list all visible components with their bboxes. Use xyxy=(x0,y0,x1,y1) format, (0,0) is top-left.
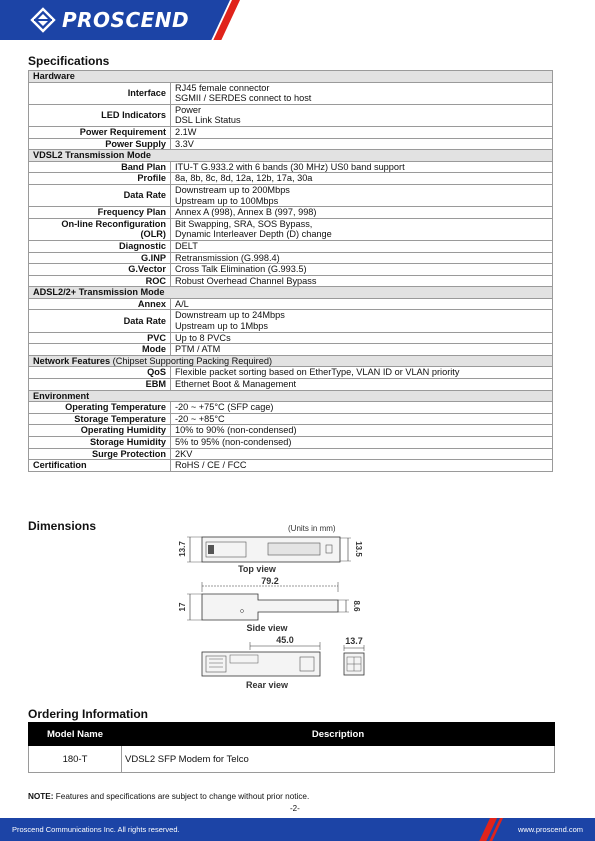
spec-value-line: Upstream up to 1Mbps xyxy=(175,321,268,332)
spec-value: 5% to 95% (non-condensed) xyxy=(171,437,553,449)
section-network xyxy=(29,355,553,367)
spec-label: PVC xyxy=(29,332,171,344)
spec-value xyxy=(171,310,553,332)
footnote-text: Features and specifications are subject to change without prior notice. xyxy=(53,792,310,801)
spec-value: Annex A (998), Annex B (997, 998) xyxy=(171,207,553,219)
spec-value-line: RJ45 female connector xyxy=(175,82,270,93)
ordering-heading: Ordering Information xyxy=(28,707,148,721)
spec-value: -20 ~ +85°C xyxy=(171,413,553,425)
top-view-caption: Top view xyxy=(238,564,276,574)
spec-label: Operating Humidity xyxy=(29,425,171,437)
specifications-table xyxy=(28,70,553,472)
spec-value: RoHS / CE / FCC xyxy=(171,460,553,472)
model-cell: 180-T xyxy=(29,746,122,773)
column-header-description: Description xyxy=(122,723,555,746)
top-height-right: 13.5 xyxy=(354,541,363,557)
spec-label: ROC xyxy=(29,275,171,287)
spec-value xyxy=(171,184,553,206)
spec-label: Surge Protection xyxy=(29,448,171,460)
spec-label: Storage Temperature xyxy=(29,413,171,425)
spec-label: Interface xyxy=(29,82,171,104)
section-network-subtitle: (Chipset Supporting Packing Required) xyxy=(110,355,272,366)
spec-label: QoS xyxy=(29,367,171,379)
spec-label: Mode xyxy=(29,344,171,356)
spec-value-line: Downstream up to 200Mbps xyxy=(175,184,290,195)
spec-value xyxy=(171,218,553,240)
dimensions-drawing xyxy=(160,520,380,695)
spec-value: 8a, 8b, 8c, 8d, 12a, 12b, 17a, 30a xyxy=(171,173,553,185)
spec-value: PTM / ATM xyxy=(171,344,553,356)
spec-value: 10% to 90% (non-condensed) xyxy=(171,425,553,437)
footer-copyright: Proscend Communications Inc. All rights reserved. xyxy=(12,825,180,834)
spec-value: -20 ~ +75°C (SFP cage) xyxy=(171,402,553,414)
column-header-model: Model Name xyxy=(29,723,122,746)
spec-value: Ethernet Boot & Management xyxy=(171,379,553,391)
spec-value xyxy=(171,104,553,126)
spec-value: ITU-T G.933.2 with 6 bands (30 MHz) US0 band support xyxy=(171,161,553,173)
brand-logo xyxy=(30,6,189,34)
spec-label: Band Plan xyxy=(29,161,171,173)
footnote-label: NOTE: xyxy=(28,792,54,801)
spec-label: G.Vector xyxy=(29,264,171,276)
spec-label: Diagnostic xyxy=(29,240,171,252)
spec-label: Operating Temperature xyxy=(29,402,171,414)
spec-label: Annex xyxy=(29,298,171,310)
table-row xyxy=(29,746,555,773)
specifications-heading: Specifications xyxy=(28,54,110,68)
spec-label: Power Supply xyxy=(29,138,171,150)
spec-value: A/L xyxy=(171,298,553,310)
spec-label-certification: Certification xyxy=(29,460,171,472)
spec-value: Retransmission (G.998.4) xyxy=(171,252,553,264)
spec-label xyxy=(29,218,171,240)
footnote xyxy=(28,792,309,801)
spec-value: Cross Talk Elimination (G.993.5) xyxy=(171,264,553,276)
rear-width-label: 13.7 xyxy=(345,636,363,646)
section-adsl: ADSL2/2+ Transmission Mode xyxy=(29,287,553,299)
spec-label-line: On-line Reconfiguration xyxy=(61,218,166,229)
footer-website-link[interactable]: www.proscend.com xyxy=(517,825,583,834)
top-height-left: 13.7 xyxy=(178,541,187,557)
spec-value: 3.3V xyxy=(171,138,553,150)
spec-value: Robust Overhead Channel Bypass xyxy=(171,275,553,287)
spec-label: Power Requirement xyxy=(29,126,171,138)
section-network-title: Network Features xyxy=(33,355,111,366)
page-footer xyxy=(0,818,595,841)
spec-label: Storage Humidity xyxy=(29,437,171,449)
brand-logo-icon xyxy=(30,7,56,33)
spec-value-line: SGMII / SERDES connect to host xyxy=(175,93,312,104)
spec-value-line: Power xyxy=(175,104,202,115)
dimensions-heading: Dimensions xyxy=(28,519,97,533)
side-view-drawing xyxy=(187,594,349,620)
spec-label: Data Rate xyxy=(29,184,171,206)
section-hardware: Hardware xyxy=(29,71,553,83)
spec-value-line: Downstream up to 24Mbps xyxy=(175,310,285,321)
top-view-drawing xyxy=(187,537,351,562)
spec-value xyxy=(171,82,553,104)
spec-value-line: Bit Swapping, SRA, SOS Bypass, xyxy=(175,218,313,229)
rear-view-drawing xyxy=(202,645,364,676)
rear-length-label: 45.0 xyxy=(276,635,294,645)
spec-value: 2.1W xyxy=(171,126,553,138)
section-vdsl2: VDSL2 Transmission Mode xyxy=(29,150,553,162)
units-label: (Units in mm) xyxy=(288,524,336,533)
spec-value: 2KV xyxy=(171,448,553,460)
page-number: -2- xyxy=(290,804,300,813)
spec-label: Profile xyxy=(29,173,171,185)
section-environment: Environment xyxy=(29,390,553,402)
spec-value: DELT xyxy=(171,240,553,252)
spec-label: LED Indicators xyxy=(29,104,171,126)
brand-logo-text: PROSCEND xyxy=(62,8,190,32)
spec-label: Data Rate xyxy=(29,310,171,332)
spec-label: Frequency Plan xyxy=(29,207,171,219)
spec-label: G.INP xyxy=(29,252,171,264)
spec-label: EBM xyxy=(29,379,171,391)
spec-value-line: Dynamic Interleaver Depth (D) change xyxy=(175,229,332,240)
spec-value-line: Upstream up to 100Mbps xyxy=(175,195,279,206)
page-header xyxy=(0,0,595,40)
spec-value: Up to 8 PVCs xyxy=(171,332,553,344)
rear-view-caption: Rear view xyxy=(245,680,289,690)
spec-value-line: DSL Link Status xyxy=(175,115,241,126)
description-cell: VDSL2 SFP Modem for Telco xyxy=(122,746,555,773)
spec-label-line: (OLR) xyxy=(140,229,166,240)
side-view-caption: Side view xyxy=(246,623,288,633)
side-height-left: 17 xyxy=(178,602,187,612)
spec-value: Flexible packet sorting based on EtherType, VLAN ID or VLAN priority xyxy=(171,367,553,379)
side-length-label: 79.2 xyxy=(261,576,279,586)
ordering-table xyxy=(28,722,555,773)
side-height-right: 8.6 xyxy=(352,600,361,612)
